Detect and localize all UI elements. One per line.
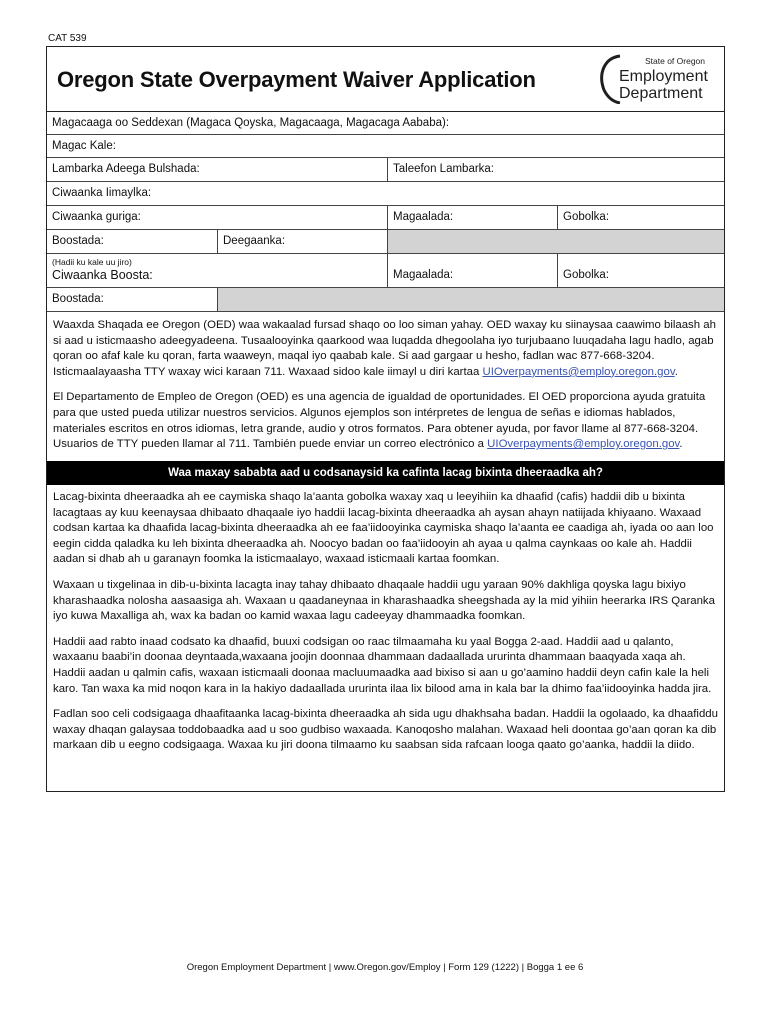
email-row — [47, 182, 724, 206]
spanish-email-link[interactable]: UIOverpayments@employ.oregon.gov — [487, 438, 680, 451]
gray-filler-2 — [217, 288, 724, 311]
body-paragraph-1: Lacag-bixinta dheeraadka ah ee caymiska shaqo la’aanta gobolka waxay xaq u leeyihiin ka dhaafid (cafis) haddii dib u bixinta lacagtaas ay kuu keenaysaa dhibaato dhaqaale iyo haddii lacag-bixinta dheeraadka ah aysan ahayn natiijada khiyaano. Waxaad codsan kartaa ka dhaafida lacag-bixinta dheeraadka ah ee faa’iidooyinka caymiska shaqo la’aanta ee caadiga ah, iyada oo aan loo eegin cidda qaladka ku leh bixinta dheeraadka ah. Noocyo badan oo faa’iidooyin ah ayaa u qalma caynkaas oo kale ah. Haddii aadan si dhab ah u garanayn foomka la isticmaalayo, waxaad isticmaali kartaa foomkan. — [53, 491, 714, 566]
city-field[interactable]: Magaalada: — [387, 206, 557, 229]
body-text — [47, 485, 724, 754]
body-paragraph-4: Fadlan soo celi codsigaaga dhaafitaanka lacag-bixinta dheeraadka ah sida ugu dhakhsaha badan. Haddii la ogolaado, ka dhaafiddu waxay dhaqan galaysaa toddobaadka aad u soo gudbiso waxaada. Kanoqosho malahan. Waxaad heli doontaa go’aan qoran ka dib markaan dib u eegno codsigaaga. Waxaa ku jiri doona tilmaamo ku saabsan sida rafcaan looga qaato go’aanka, haddii la diido. — [53, 708, 718, 752]
name-row — [47, 112, 724, 135]
body-paragraph-2: Waxaan u tixgelinaa in dib-u-bixinta lacagta inay tahay dhibaato dhaqaale haddii ugu yaraan 90% dakhliga qoyska lagu bixiyo kharashaadka nolosha aasaasiga ah. Waxaan u qaadaneynaa in kharashaadka sheegshada ay la mid yihiin heerarka IRS Qaranka iyo kuwa Maxalliga ah, wax ka badan oo kamid waxaa lagu cadeeyay dhammaadka foomkan. — [53, 578, 715, 623]
email-field[interactable]: Ciwaanka Iimaylka: — [52, 187, 152, 199]
ssn-phone-row — [47, 158, 724, 182]
page-footer: Oregon Employment Department | www.Oregon.gov/Employ | Form 129 (1222) | Bogga 1 ee 6 — [186, 962, 584, 973]
other-names-field[interactable]: Magac Kale: — [52, 140, 116, 152]
ssn-field[interactable]: Lambarka Adeega Bulshada: — [52, 163, 200, 175]
mailing-zip-row — [47, 288, 724, 312]
zip-field[interactable]: Boostada: — [52, 235, 104, 247]
logo-line3: Department — [619, 85, 703, 102]
logo-line1: State of Oregon — [645, 56, 706, 66]
state-field[interactable]: Gobolka: — [557, 206, 724, 229]
page-title: Oregon State Overpayment Waiver Application — [57, 67, 536, 92]
gray-filler — [387, 230, 724, 253]
mailing-state-field[interactable]: Gobolka: — [557, 254, 724, 287]
county-field[interactable]: Deegaanka: — [217, 230, 387, 253]
mailing-note: (Hadii ku kale uu jiro) — [52, 257, 132, 267]
other-names-row — [47, 135, 724, 158]
name-field[interactable]: Magacaaga oo Seddexan (Magaca Qoyska, Magacaaga, Magacaga Aababa): — [52, 117, 450, 129]
body-paragraph-3: Haddii aad rabto inaad codsato ka dhaafid, buuxi codsigan oo raac tilmaamaha ku yaal Bogga 2-aad. Haddii aad u qalanto, waxaanu baabi’in doonaa deyntaada,waxaana joojin doonnaa dhammaan dadaallada ururinta dhammaan baaqyada xaqa ah. Haddii aadan u qalmin cafis, waxaan isticmaali doonaa macluumaadka aad bixiso si aan u go’aamino haddii deyn cafin kale la heli karo. Tan waxa ka mid noqon kara in la hakiyo dadaallada ururinta ilaa lix bilood ama in kala bar la dhimo faa’iidooyinka hadda jira. — [53, 635, 712, 695]
accessibility-notice — [47, 312, 724, 461]
oed-logo — [598, 52, 716, 104]
home-address-field[interactable]: Ciwaanka guriga: — [52, 211, 141, 223]
mailing-address-label: Ciwaanka Boosta: — [52, 268, 153, 282]
home-address-row — [47, 206, 724, 230]
phone-field[interactable]: Taleefon Lambarka: — [387, 158, 724, 181]
mailing-address-field[interactable] — [47, 254, 387, 287]
waiver-form — [46, 46, 725, 792]
section-heading: Waa maxay sababta aad u codsanaysid ka cafinta lacag bixinta dheeraadka ah? — [47, 461, 724, 485]
form-code: CAT 539 — [48, 33, 87, 44]
mailing-zip-field[interactable]: Boostada: — [52, 293, 104, 305]
notice-somali: Waaxda Shaqada ee Oregon (OED) waa wakaalad fursad shaqo oo loo siman yahay. OED waxay ku siinaysaa caawimo bilaash ah si aad u isticmaasho adeegyadeena. Tusaalooyinka qaarkood waa luqadda dhegoolaha iyo turjubaano luuqadaha lagu hadlo, agab qoran oo afaf kale ku qoran, farta waaweyn, maqal iyo qaabab kale. Si aad gargaar u hesho, fadlan wac 877-668-3204. Isticmaalayaasha TTY waxay wici karaan 711. Waxaad sidoo kale iimayl u diri kartaa UIOverpayments@employ.oregon.gov. — [53, 319, 716, 378]
somali-email-link[interactable]: UIOverpayments@employ.oregon.gov — [482, 365, 675, 378]
notice-spanish: El Departamento de Empleo de Oregon (OED) es una agencia de igualdad de oportunidades. El OED proporciona ayuda gratuita para que usted pueda utilizar nuestros servicios. Algunos ejemplos son intérpretes de lengua de señas e idiomas hablados, materiales escritos en otros idiomas, letra grande, audio y otros formatos. Para obtener ayuda, por favor llame al 877-668-3204. Usuarios de TTY pueden llamar al 711. También puede enviar un correo electrónico a UIOverpayments@employ.oregon.gov. — [53, 391, 706, 451]
mailing-city-field[interactable]: Magaalada: — [387, 254, 557, 287]
logo-line2: Employment — [619, 68, 708, 85]
mailing-address-row — [47, 254, 724, 288]
form-header — [47, 47, 724, 112]
zip-county-row — [47, 230, 724, 254]
